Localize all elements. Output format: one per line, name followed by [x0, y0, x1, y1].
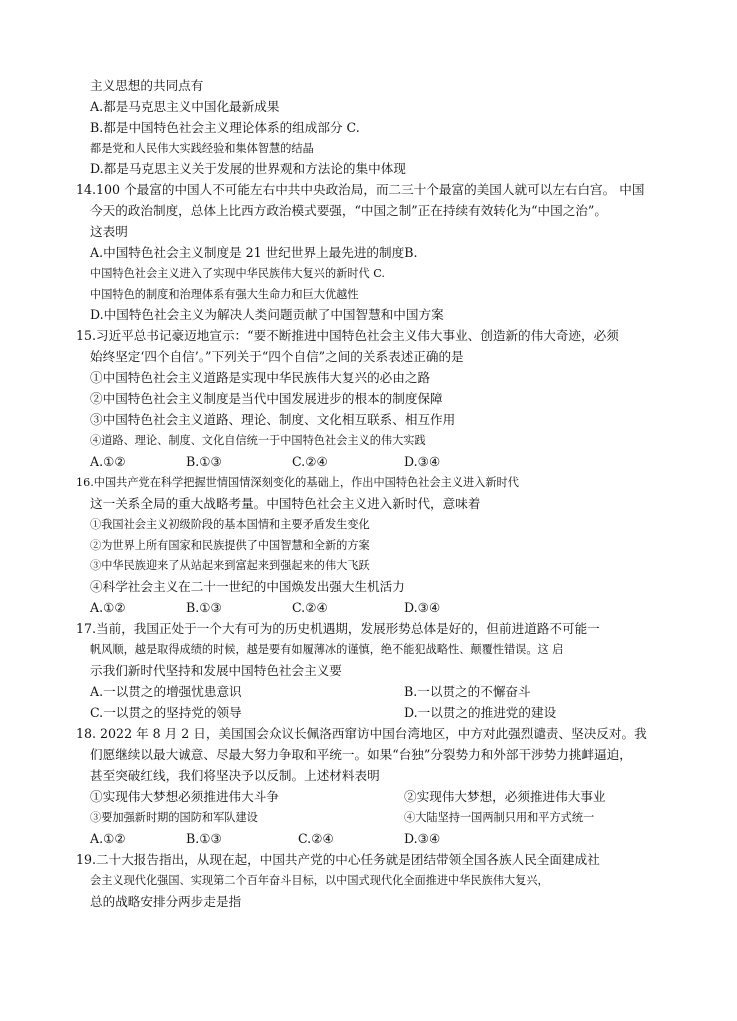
q18-item-3: ③要加强新时期的国防和军队建设 — [90, 811, 258, 824]
q13-option-d: D.都是马克思主义关于发展的世界观和方法论的集中体现 — [90, 161, 406, 176]
q14-option-a: A.中国特色社会主义制度是 21 世纪世界上最先进的制度B. — [90, 245, 418, 260]
q19-stem-line1: 19.二十大报告指出，从现在起，中国共产党的中心任务就是团结带领全国各族人民全面建成社 — [76, 852, 600, 867]
q13-stem-tail: 主义思想的共同点有 — [90, 78, 204, 93]
q15-item-1: ①中国特色社会主义道路是实现中华民族伟大复兴的必由之路 — [90, 370, 431, 385]
q17-option-b: B.一以贯之的不懈奋斗 — [404, 684, 531, 699]
q16-item-4: ④科学社会主义在二十一世纪的中国焕发出强大生机活力 — [90, 579, 405, 594]
q18-option-a: A.①② — [90, 831, 126, 846]
q16-option-c: C.②④ — [292, 600, 328, 615]
q19-stem-line2: 会主义现代化强国、实现第二个百年奋斗目标，以中国式现代化全面推进中华民族伟大复兴， — [90, 874, 549, 887]
q15-stem-line2: 始终坚定‘四个自信’。”下列关于“四个自信”之间的关系表述正确的是 — [90, 349, 464, 364]
q15-option-d: D.③④ — [404, 454, 441, 469]
q13-option-c: 都是党和人民伟大实践经验和集体智慧的结晶 — [90, 142, 314, 155]
q17-stem-line1: 17.当前，我国正处于一个大有可为的历史机遇期，发展形势总体是好的，但前进道路不可能一 — [76, 621, 600, 636]
q14-stem-line1: 14.100 个最富的中国人不可能左右中共中央政治局，而二三十个最富的美国人就可以左右白宫。 中国 — [76, 182, 645, 197]
q17-stem-line2: 帆风顺，越是取得成绩的时候，越是要有如履薄冰的谨慎，绝不能犯战略性、颠覆性错误。这 启 — [90, 643, 564, 656]
q18-stem-line3: 甚至突破红线，我们将坚决予以反制。上述材料表明 — [90, 768, 380, 783]
q15-option-b: B.①③ — [186, 454, 222, 469]
q18-option-d: D.③④ — [404, 831, 441, 846]
q15-item-2: ②中国特色社会主义制度是当代中国发展进步的根本的制度保障 — [90, 391, 443, 406]
q13-option-b: B.都是中国特色社会主义理论体系的组成部分 C. — [90, 120, 360, 135]
q17-option-a: A.一以贯之的增强忧患意识 — [90, 684, 242, 699]
q15-item-4: ④道路、理论、制度、文化自信统一于中国特色社会主义的伟大实践 — [90, 434, 426, 447]
q19-stem-line3: 总的战略安排分两步走是指 — [90, 894, 242, 909]
q18-option-b: B.①③ — [186, 831, 222, 846]
q16-option-b: B.①③ — [186, 600, 222, 615]
q15-item-3: ③中国特色社会主义道路、理论、制度、文化相互联系、相互作用 — [90, 412, 456, 427]
q18-item-4: ④大陆坚持一国两制只用和平方式统一 — [404, 811, 595, 824]
q16-item-2: ②为世界上所有国家和民族提供了中国智慧和全新的方案 — [90, 539, 370, 552]
q18-stem-line2: 们愿继续以最大诚意、尽最大努力争取和平统一。如果“台独”分裂势力和外部干涉势力挑衅逼迫， — [90, 747, 632, 762]
q14-option-d: D.中国特色社会主义为解决人类问题贡献了中国智慧和中国方案 — [90, 307, 444, 322]
q14-stem-line2: 今天的政治制度，总体上比西方政治模式要强，“中国之制”正在持续有效转化为“中国之治”。 — [90, 203, 607, 218]
q15-option-c: C.②④ — [292, 454, 328, 469]
q16-stem-line1: 16.中国共产党在科学把握世情国情深刻变化的基础上，作出中国特色社会主义进入新时代 — [76, 476, 519, 489]
q14-stem-line3: 这表明 — [90, 224, 128, 239]
q16-item-1: ①我国社会主义初级阶段的基本国情和主要矛盾发生变化 — [90, 518, 370, 531]
q17-option-c: C.一以贯之的坚持党的领导 — [90, 705, 242, 720]
q13-option-a: A.都是马克思主义中国化最新成果 — [90, 99, 280, 114]
q16-item-3: ③中华民族迎来了从站起来到富起来到强起来的伟大飞跃 — [90, 559, 370, 572]
q16-option-d: D.③④ — [404, 600, 441, 615]
q14-option-c: 中国特色的制度和治理体系有强大生命力和巨大优越性 — [90, 288, 359, 301]
q17-option-d: D.一以贯之的推进党的建设 — [404, 705, 557, 720]
q18-option-c: C.②④ — [298, 831, 334, 846]
q17-stem-line3: 示我们新时代坚持和发展中国特色社会主义要 — [90, 663, 342, 678]
q18-stem-line1: 18. 2022 年 8 月 2 日，美国国会众议长佩洛西窜访中国台湾地区，中方对此强烈谴责、坚决反对。我 — [76, 726, 647, 741]
q14-option-b: 中国特色社会主义进入了实现中华民族伟大复兴的新时代 C. — [90, 267, 385, 280]
q18-item-1: ①实现伟大梦想必须推进伟大斗争 — [90, 789, 279, 804]
q15-option-a: A.①② — [90, 454, 126, 469]
q15-stem-line1: 15.习近平总书记豪迈地宣示：“要不断推进中国特色社会主义伟大事业、创造新的伟大奇迹，必须 — [76, 328, 619, 343]
q18-item-2: ②实现伟大梦想，必须推进伟大事业 — [404, 789, 606, 804]
q16-stem-line2: 这一关系全局的重大战略考量。中国特色社会主义进入新时代，意味着 — [90, 496, 481, 511]
q16-option-a: A.①② — [90, 600, 126, 615]
